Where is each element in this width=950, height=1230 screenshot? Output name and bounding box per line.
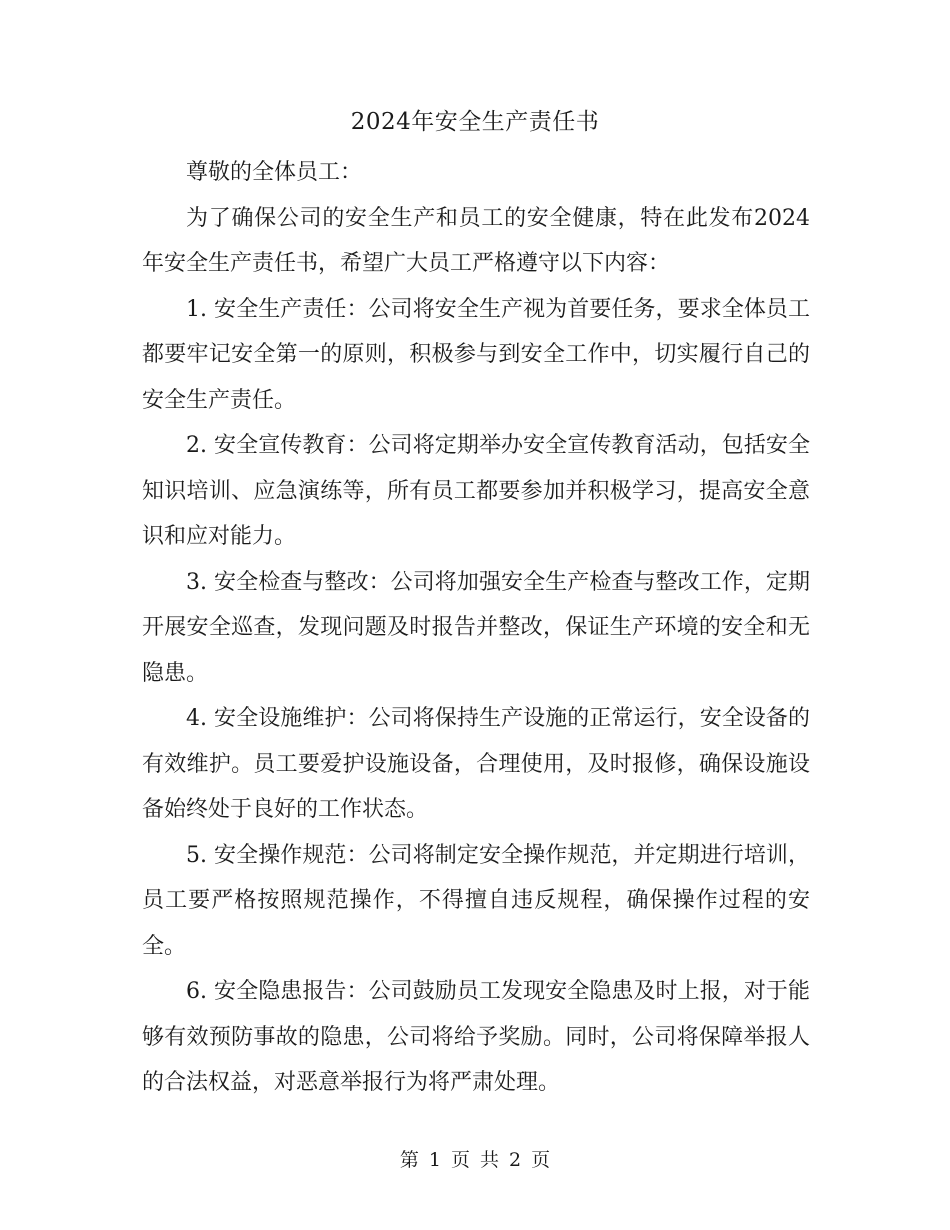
intro-paragraph: 为了确保公司的安全生产和员工的安全健康，特在此发布2024年安全生产责任书，希望广大员工严格遵守以下内容： <box>142 205 810 276</box>
page-indicator: 第 1 页 共 2 页 <box>399 1149 551 1171</box>
item-paragraph-3: 3. 安全检查与整改：公司将加强安全生产检查与整改工作，定期开展安全巡查，发现问题及时报告并整改，保证生产环境的安全和无隐患。 <box>142 569 810 686</box>
item-paragraph-6: 6. 安全隐患报告：公司鼓励员工发现安全隐患及时上报，对于能够有效预防事故的隐患，公司将给予奖励。同时，公司将保障举报人的合法权益，对恶意举报行为将严肃处理。 <box>142 979 810 1095</box>
item-paragraph-4: 4. 安全设施维护：公司将保持生产设施的正常运行，安全设备的有效维护。员工要爱护设施设备，合理使用，及时报修，确保设施设备始终处于良好的工作状态。 <box>142 706 810 822</box>
salutation: 尊敬的全体员工： <box>186 160 363 185</box>
item-paragraph-5: 5. 安全操作规范：公司将制定安全操作规范，并定期进行培训，员工要严格按照规范操作，不得擅自违反规程，确保操作过程的安全。 <box>142 842 810 959</box>
document-title: 2024年安全生产责任书 <box>350 109 600 135</box>
item-paragraph-2: 2. 安全宣传教育：公司将定期举办安全宣传教育活动，包括安全知识培训、应急演练等，所有员工都要参加并积极学习，提高安全意识和应对能力。 <box>142 433 810 549</box>
item-paragraph-1: 1. 安全生产责任：公司将安全生产视为首要任务，要求全体员工都要牢记安全第一的原则，积极参与到安全工作中，切实履行自己的安全生产责任。 <box>142 296 810 413</box>
document-body <box>142 150 810 1106</box>
